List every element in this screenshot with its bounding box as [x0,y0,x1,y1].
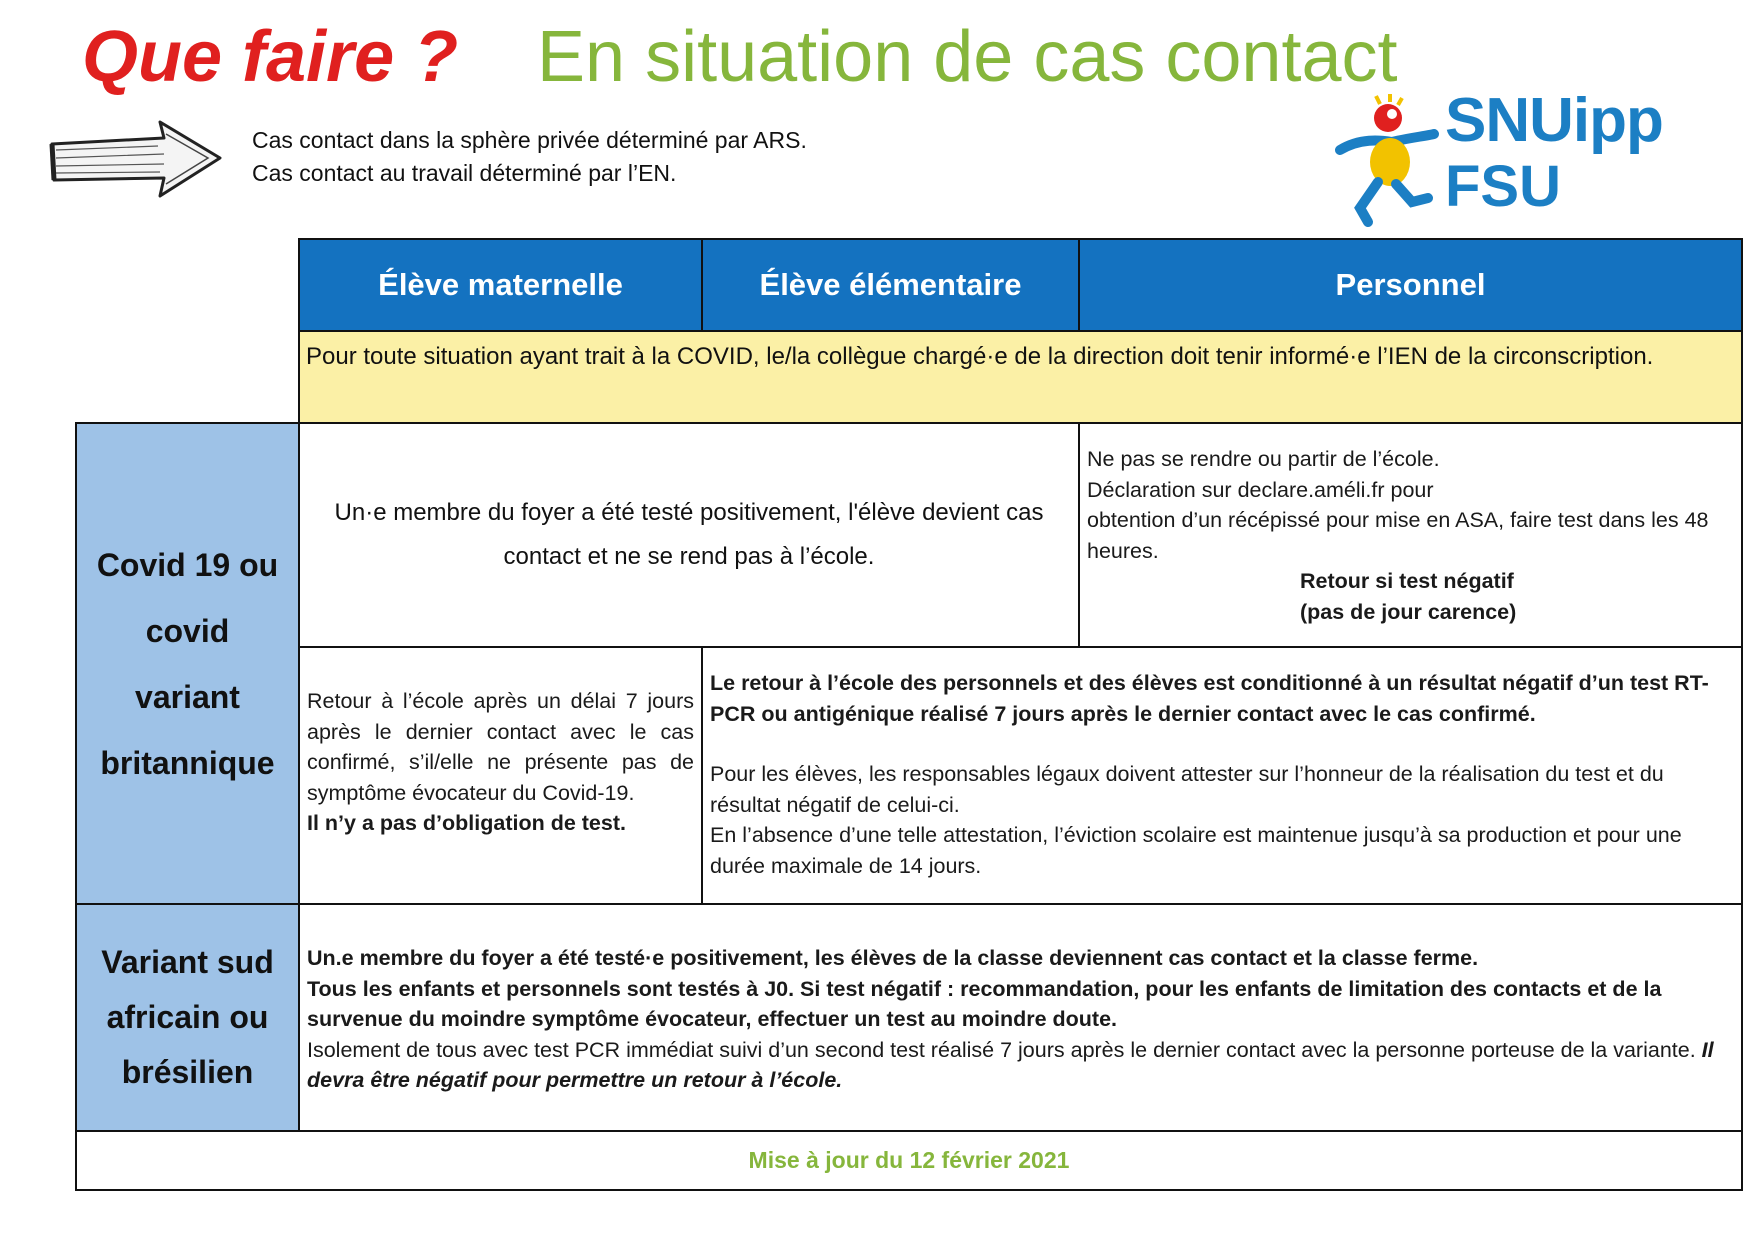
row-label-variant-sa-br [75,903,300,1132]
staff-instructions-cell [1078,422,1743,648]
staff-line: Ne pas se rendre ou partir de l’école. [1087,447,1440,471]
row-label-covid-british [75,422,300,905]
row-label-line: covid [145,612,230,649]
intro-line-private: Cas contact dans la sphère privée déterminé par ARS. [252,127,807,153]
direction-note: Pour toute situation ayant trait à la COVID, le/la collègue chargé·e de la direction doit tenir informé·e l’IEN de la circonscription. [298,330,1743,424]
arrow-right-icon [46,118,226,207]
intro-text [252,124,807,190]
variant-measures-cell [298,903,1743,1132]
column-header-elementaire: Élève élémentaire [701,238,1080,332]
row-label-line: Variant sud [101,944,274,980]
title-question: Que faire ? [82,17,459,97]
row-label-line: Covid 19 ou [96,546,279,583]
logo-fsu-text: FSU [1445,154,1561,219]
variant-class-closure: Un.e membre du foyer a été testé·e positivement, les élèves de la classe deviennent cas contact et la classe ferme. [307,946,1479,970]
row-label-line: brésilien [121,1054,254,1090]
variant-testing-j0: Tous les enfants et personnels sont testés à J0. Si test négatif : recommandation, pour les enfants de limitation des contacts et de la survenue du moindre symptôme évocateur, effectuer un test au moindre doute. [307,976,1662,1031]
return-conditions-cell [701,646,1743,905]
maternelle-return-cell [298,646,703,905]
variant-negative-required: Il devra être négatif pour permettre un retour à l’école. [307,1037,1714,1092]
variant-isolation-text: Isolement de tous avec test PCR immédiat suivi d’un second test réalisé 7 jours après le dernier contact avec la personne porteuse de la variante. [307,1037,1696,1062]
students-foyer-text: Un·e membre du foyer a été testé positivement, l'élève devient cas contact et ne se rend pas à l’école. [334,499,1044,570]
return-eviction-text: En l’absence d’une telle attestation, l’éviction scolaire est maintenue jusqu’à sa production et pour une durée maximale de 14 jours. [710,823,1682,878]
mascot-icon [1330,90,1440,230]
column-header-maternelle: Élève maternelle [298,238,703,332]
column-header-personnel: Personnel [1078,238,1743,332]
row-label-line: britannique [100,744,275,781]
staff-line: obtention d’un récépissé pour mise en ASA, faire test dans les 48 heures. [1087,508,1709,563]
snuipp-fsu-logo [1330,86,1670,230]
return-condition-bold: Le retour à l’école des personnels et des élèves est conditionné à un résultat négatif d’un test RT-PCR ou antigénique réalisé 7 jours après le dernier contact avec le cas confirmé. [710,671,1709,726]
maternelle-no-test: Il n’y a pas d’obligation de test. [307,811,626,835]
update-date: Mise à jour du 12 février 2021 [75,1130,1743,1191]
staff-no-waiting-day: (pas de jour carence) [1300,599,1517,624]
staff-line: Déclaration sur declare.améli.fr pour [1087,477,1434,502]
return-attestation-text: Pour les élèves, les responsables légaux doivent attester sur l’honneur de la réalisation du test et du résultat négatif de celui-ci. [710,762,1664,817]
row-label-line: africain ou [106,999,269,1035]
title-topic: En situation de cas contact [537,17,1398,97]
logo-snuipp-text: SNUipp [1445,86,1663,155]
students-foyer-cell [298,422,1080,648]
row-label-line: variant [135,678,240,715]
staff-return-condition: Retour si test négatif [1300,569,1514,593]
maternelle-return-text: Retour à l’école après un délai 7 jours après le dernier contact avec le cas confirmé, s’il/elle ne présente pas de symptôme évocateur du Covid-19. [307,689,694,805]
intro-line-work: Cas contact au travail déterminé par l’EN. [252,160,677,186]
